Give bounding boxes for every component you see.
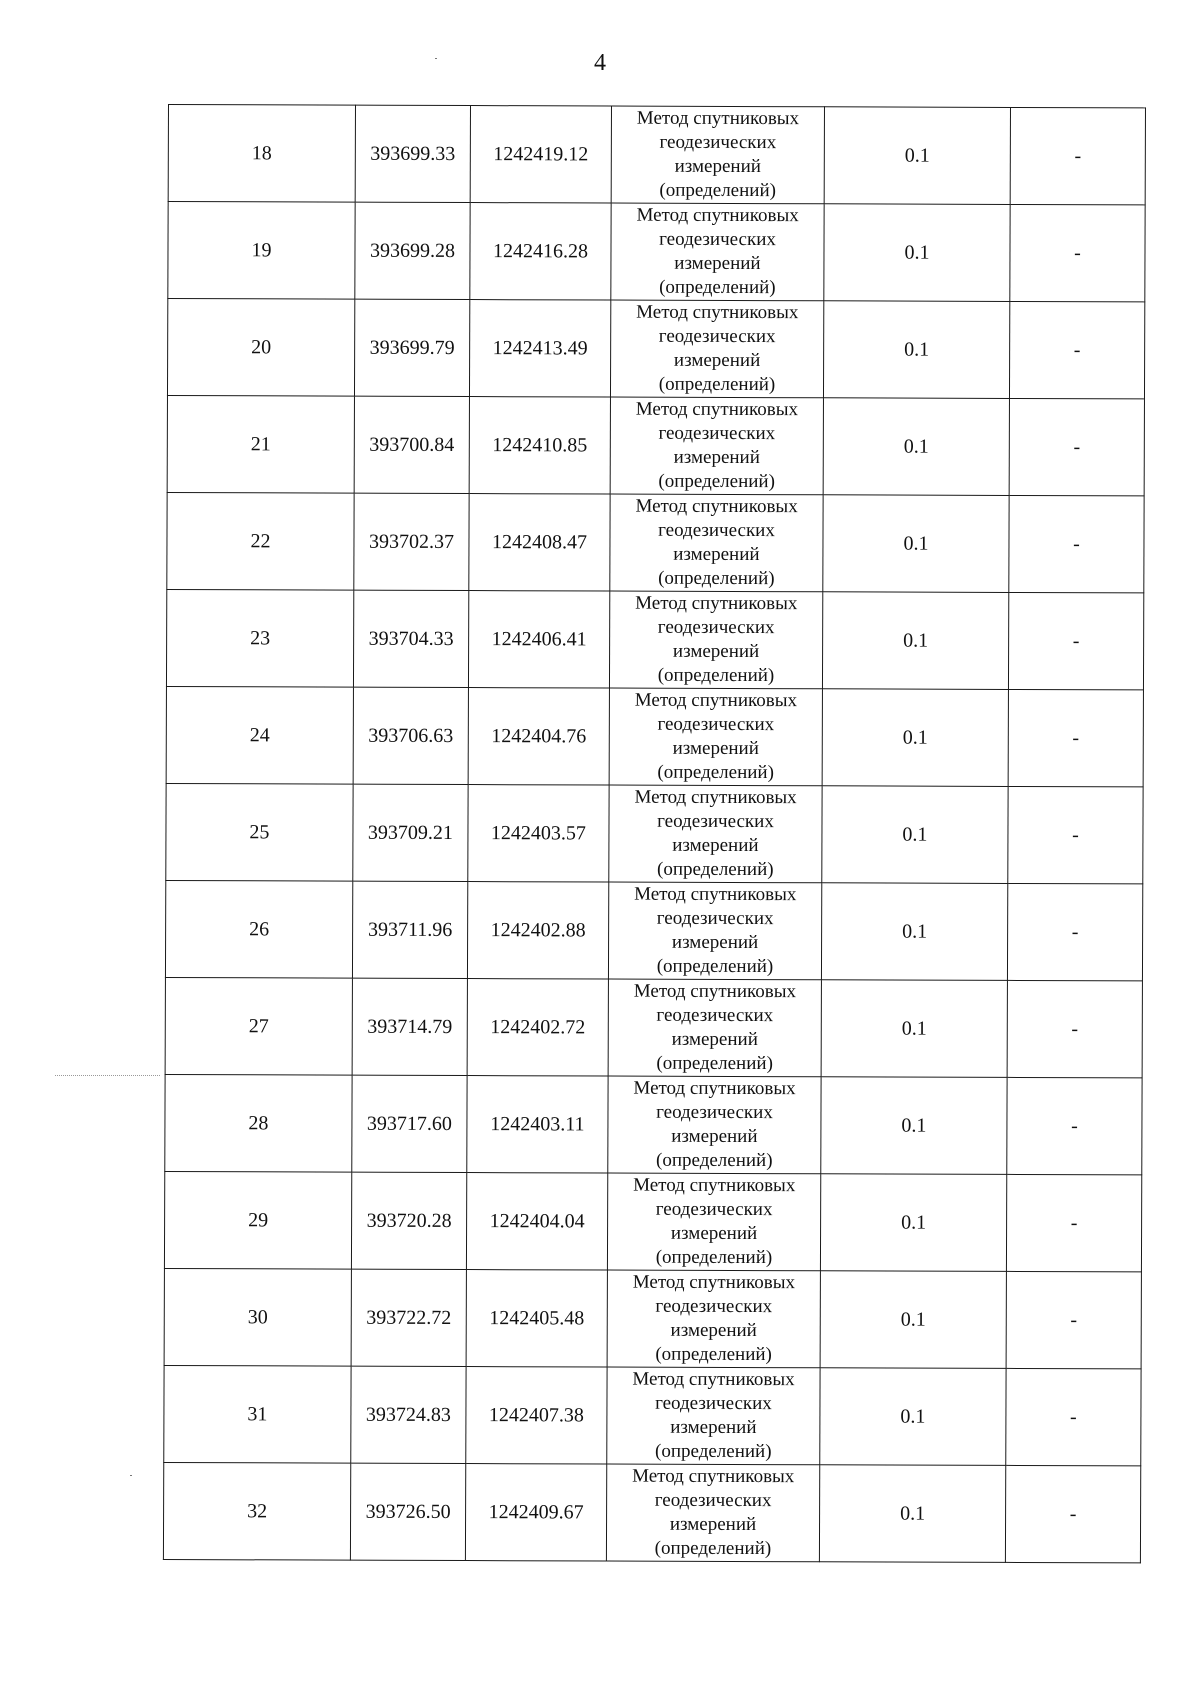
table-row (168, 202, 1145, 302)
method-cell (610, 494, 823, 592)
accuracy-cell: 0.1 (823, 398, 1009, 496)
y-coordinate-cell: 1242410.85 (469, 397, 610, 494)
method-line: Метод спутниковых (633, 1077, 796, 1100)
method-line: измерений (673, 446, 760, 469)
note-cell: - (1009, 301, 1144, 398)
method-line: измерений (670, 1416, 757, 1439)
method-line: геодезических (655, 1295, 773, 1318)
method-cell (611, 106, 824, 204)
accuracy-cell: 0.1 (819, 1465, 1005, 1563)
point-number-cell: 21 (167, 395, 354, 493)
method-line: Метод спутниковых (635, 495, 798, 518)
method-line: (определений) (654, 1440, 772, 1463)
method-line: (определений) (655, 1246, 773, 1269)
table-row (164, 1268, 1141, 1368)
method-line: геодезических (656, 1004, 774, 1027)
table-row (166, 783, 1143, 883)
method-line: (определений) (658, 470, 775, 493)
method-cell (608, 979, 821, 1077)
note-cell: - (1006, 1174, 1141, 1271)
y-coordinate-cell: 1242403.57 (468, 785, 609, 882)
accuracy-cell: 0.1 (822, 592, 1008, 690)
accuracy-cell: 0.1 (823, 301, 1009, 399)
x-coordinate-cell: 393717.60 (352, 1075, 467, 1172)
point-number-cell: 30 (164, 1268, 351, 1366)
accuracy-cell: 0.1 (821, 1077, 1007, 1175)
x-coordinate-cell: 393706.63 (353, 687, 468, 784)
x-coordinate-cell: 393700.84 (354, 396, 469, 493)
method-line: Метод спутниковых (635, 398, 799, 421)
method-cell (609, 591, 822, 689)
accuracy-cell: 0.1 (822, 786, 1008, 884)
method-line: Метод спутниковых (633, 980, 797, 1003)
method-line: Метод спутниковых (635, 592, 798, 615)
coordinates-table-body (163, 105, 1145, 1563)
note-cell: - (1006, 1368, 1141, 1465)
accuracy-cell: 0.1 (824, 107, 1010, 205)
method-line: (определений) (655, 1343, 772, 1366)
y-coordinate-cell: 1242416.28 (470, 203, 611, 300)
method-cell (610, 397, 823, 495)
x-coordinate-cell: 393714.79 (352, 978, 467, 1075)
method-line: измерений (669, 1513, 757, 1536)
method-line: (определений) (657, 761, 774, 784)
note-cell: - (1006, 1271, 1141, 1368)
method-cell (609, 688, 822, 786)
table-row (166, 686, 1143, 786)
y-coordinate-cell: 1242404.04 (466, 1173, 607, 1270)
method-line: (определений) (656, 955, 774, 978)
point-number-cell: 27 (165, 977, 352, 1075)
y-coordinate-cell: 1242406.41 (468, 591, 609, 688)
method-line: (определений) (654, 1537, 772, 1560)
x-coordinate-cell: 393720.28 (351, 1172, 466, 1269)
note-cell: - (1009, 398, 1144, 495)
method-line: (определений) (657, 664, 775, 687)
method-line: измерений (673, 543, 760, 566)
method-line: измерений (670, 1319, 757, 1342)
method-line: Метод спутниковых (636, 301, 799, 324)
x-coordinate-cell: 393704.33 (353, 590, 468, 687)
point-number-cell: 20 (167, 299, 354, 397)
table-row (165, 977, 1142, 1077)
x-coordinate-cell: 393709.21 (353, 784, 468, 881)
method-line: (определений) (658, 373, 776, 396)
method-line: геодезических (655, 1198, 773, 1221)
method-line: геодезических (655, 1392, 772, 1415)
method-line: геодезических (657, 713, 775, 736)
table-row (167, 492, 1144, 592)
method-cell (606, 1464, 819, 1562)
x-coordinate-cell: 393699.28 (355, 202, 470, 299)
y-coordinate-cell: 1242407.38 (466, 1367, 607, 1464)
point-number-cell: 22 (167, 492, 354, 590)
point-number-cell: 23 (166, 589, 353, 687)
method-cell (611, 203, 824, 301)
method-line: измерений (672, 640, 760, 663)
method-line: измерений (674, 252, 761, 275)
point-number-cell: 19 (168, 202, 355, 300)
scan-dotted-mark (55, 1075, 160, 1076)
method-line: геодезических (657, 616, 775, 639)
method-cell (607, 1367, 820, 1465)
method-line: геодезических (654, 1489, 772, 1512)
x-coordinate-cell: 393722.72 (351, 1269, 466, 1366)
method-line: геодезических (658, 519, 775, 542)
point-number-cell: 32 (163, 1462, 350, 1560)
y-coordinate-cell: 1242405.48 (466, 1270, 607, 1367)
method-line: измерений (673, 349, 761, 372)
method-line: Метод спутниковых (632, 1271, 796, 1294)
method-line: Метод спутниковых (634, 786, 797, 809)
x-coordinate-cell: 393702.37 (354, 493, 469, 590)
table-row (164, 1365, 1141, 1465)
x-coordinate-cell: 393724.83 (351, 1366, 466, 1463)
accuracy-cell: 0.1 (821, 883, 1007, 981)
note-cell: - (1007, 980, 1142, 1077)
method-line: измерений (672, 737, 759, 760)
note-cell: - (1007, 883, 1142, 980)
method-line: (определений) (656, 1149, 773, 1172)
method-line: Метод спутниковых (632, 1368, 795, 1391)
accuracy-cell: 0.1 (824, 204, 1010, 302)
note-cell: - (1008, 786, 1143, 883)
table-row (166, 589, 1143, 689)
method-line: измерений (671, 1028, 758, 1051)
table-row (165, 880, 1142, 980)
point-number-cell: 31 (164, 1365, 351, 1463)
method-line: измерений (671, 931, 759, 954)
method-line: геодезических (657, 810, 774, 833)
y-coordinate-cell: 1242404.76 (468, 688, 609, 785)
note-cell: - (1009, 495, 1144, 592)
y-coordinate-cell: 1242409.67 (465, 1464, 606, 1561)
note-cell: - (1005, 1465, 1140, 1562)
point-number-cell: 24 (166, 686, 353, 784)
point-number-cell: 29 (164, 1171, 351, 1269)
x-coordinate-cell: 393711.96 (352, 881, 467, 978)
accuracy-cell: 0.1 (820, 1368, 1006, 1466)
table-row (164, 1171, 1141, 1271)
point-number-cell: 25 (166, 783, 353, 881)
method-line: геодезических (658, 325, 776, 348)
x-coordinate-cell: 393726.50 (350, 1463, 465, 1560)
method-line: измерений (670, 1222, 758, 1245)
method-cell (608, 1076, 821, 1174)
method-cell (608, 882, 821, 980)
coordinates-table (163, 104, 1146, 1563)
method-line: (определений) (656, 1052, 773, 1075)
table-row (167, 299, 1144, 399)
method-line: Метод спутниковых (633, 1174, 796, 1197)
method-line: Метод спутниковых (634, 883, 797, 906)
y-coordinate-cell: 1242413.49 (469, 300, 610, 397)
note-cell: - (1007, 1077, 1142, 1174)
point-number-cell: 18 (168, 105, 355, 203)
method-line: (определений) (657, 858, 774, 881)
method-line: геодезических (658, 422, 776, 445)
accuracy-cell: 0.1 (820, 1174, 1006, 1272)
method-line: (определений) (659, 276, 776, 299)
note-cell: - (1008, 592, 1143, 689)
page-number: 4 (594, 50, 606, 76)
y-coordinate-cell: 1242402.88 (467, 882, 608, 979)
method-line: геодезических (656, 907, 774, 930)
table-row (165, 1074, 1142, 1174)
method-line: Метод спутниковых (632, 1465, 795, 1488)
method-line: Метод спутниковых (636, 107, 800, 130)
method-line: геодезических (659, 131, 777, 154)
note-cell: - (1010, 204, 1145, 301)
scan-speck (130, 1475, 132, 1476)
note-cell: - (1008, 689, 1143, 786)
accuracy-cell: 0.1 (822, 689, 1008, 787)
x-coordinate-cell: 393699.33 (355, 105, 470, 202)
method-cell (607, 1173, 820, 1271)
method-line: измерений (674, 155, 761, 178)
method-line: геодезических (659, 228, 776, 251)
y-coordinate-cell: 1242419.12 (470, 106, 611, 203)
table-row (167, 395, 1144, 495)
x-coordinate-cell: 393699.79 (354, 299, 469, 396)
method-line: Метод спутниковых (636, 204, 799, 227)
method-line: (определений) (659, 179, 777, 202)
method-cell (609, 785, 822, 883)
point-number-cell: 28 (165, 1074, 352, 1172)
table-row (168, 105, 1145, 205)
method-cell (607, 1270, 820, 1368)
table-row (163, 1462, 1140, 1562)
y-coordinate-cell: 1242403.11 (467, 1076, 608, 1173)
note-cell: - (1010, 107, 1145, 204)
accuracy-cell: 0.1 (821, 980, 1007, 1078)
y-coordinate-cell: 1242402.72 (467, 979, 608, 1076)
method-line: измерений (671, 1125, 758, 1148)
method-cell (610, 300, 823, 398)
method-line: Метод спутниковых (634, 689, 798, 712)
scan-speck (435, 58, 437, 59)
y-coordinate-cell: 1242408.47 (469, 494, 610, 591)
method-line: геодезических (656, 1101, 773, 1124)
method-line: (определений) (658, 567, 775, 590)
accuracy-cell: 0.1 (823, 495, 1009, 593)
method-line: измерений (672, 834, 759, 857)
point-number-cell: 26 (165, 880, 352, 978)
accuracy-cell: 0.1 (820, 1271, 1006, 1369)
